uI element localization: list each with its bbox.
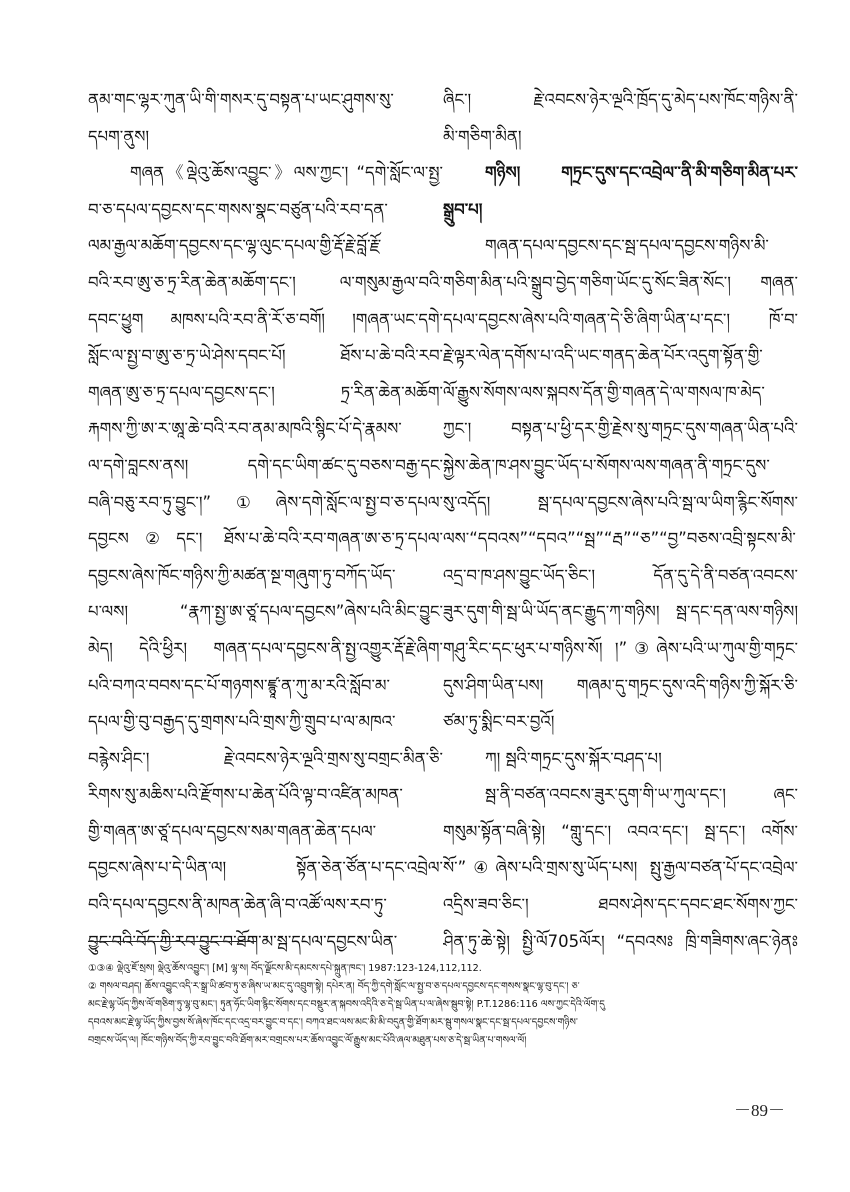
body-text-line: བ་ཅ་དཔལ་དབྱངས་དང་གསས་སྣང་བཙུན་པའི་རབ་དན་ bbox=[88, 199, 388, 219]
body-text-line: དཔལ་གྱི་བུ་བརྒྱད་དུ་གྲགས་པའི་གྲས་ཀྱི་གྲུབ་པ་ལ་མཁའ་ bbox=[88, 712, 396, 732]
body-text-line: ཀ། སྦའི་གཏྲང་དུས་སྐོར་བཤད་པ། bbox=[485, 748, 662, 768]
body-text-line: མེད། དེའི་ཕྱིར། གཞན་དཔལ་དབྱངས་ནི་སྤྱ་འགྱུར་རྡོ་རྗེ་ཞིག་ bbox=[88, 638, 443, 658]
footnotes bbox=[88, 960, 778, 1050]
body-text-line: ལ་དགེ་བླངས་ནས། དགེ་དང་ཡིག་ཚང་དུ་བཅས་བརྒྱ་དང་ bbox=[88, 455, 443, 475]
body-text-line: ཞིང་། རྗེ་འབངས་ཉེར་ལྔའི་ཁྲོད་དུ་མེད་པས་ཁོང་གཉིས་ནི་ bbox=[443, 90, 798, 109]
right-column bbox=[443, 82, 798, 960]
body-text-line: སྒྲུབ་པ། bbox=[443, 199, 483, 219]
body-text-line: དབྱངས་ཞེས་པ་དེ་ཡིན་ལ། སྟོན་ཅེན་ཙོན་པ་དང་འབྲེལ་ bbox=[88, 858, 443, 878]
body-text-line: པ་ལས། “རྣཀ་སྤྱ་ཨ་ཙཱ་དཔལ་དབྱངས”ཞེས་པའི་མིང་བྱུང་ bbox=[88, 602, 443, 622]
footnote-line: ② གསལ་བཤད། ཆོས་འབྱུང་འདི་ར་སྒྲ་ཡི་ཚབ་ཏུ་ཅ་ཞིས་ཡ་མང་དུ་འབྲུག་སྟེ། དཔེར་ན། བོད་ཀྱི་དགེ་སློང་ལ་སྤྱ་བ་ཅ་དཔལ་དབྱངས་དང་གསས་སྣང་ལྷ་བུ་དང་། ཅ་ bbox=[88, 981, 580, 992]
body-text-line: བཞི་བཅུ་རབ་ཏུ་བྱུང་།”①ཞེས་དགེ་སློང་ལ་སྤྱ་བ་ཅ་དཔལ་ bbox=[88, 492, 443, 512]
body-text-line: དཔལ་དབྱངས་ཞེས་པའི་གཞན་དེ་ཅི་ཞིག་ཡིན་པ་དང་། ཁོ་བ་ bbox=[443, 309, 798, 329]
body-text-line: དཔག་ནུས། bbox=[88, 126, 150, 146]
body-text-line: ལམ་རྒྱལ་མཆོག་དབྱངས་དང་ལྷ་ལུང་དཔལ་གྱི་རྡོ་རྗེ་བློ་རྗོ་ bbox=[88, 236, 382, 256]
body-text-line: སུ་འདོད། སྦ་དཔལ་དབྱངས་ཞེས་པའི་སྦ་ལ་ཡིག་རྙིང་སོགས་ bbox=[443, 492, 798, 512]
body-text-line: འདྲིས་ཟབ་ཅིང་། ཐབས་ཤེས་དང་དབང་ཐང་སོགས་ཀྱང་ bbox=[443, 895, 798, 915]
body-text-line: ལོ་རྒྱུས་སོགས་ལས་སྐབས་དོན་གྱི་གཞན་དེ་ལ་གསལ་ཁ་མེད་ bbox=[443, 382, 765, 402]
body-text-line: སྦ་ནི་བཙན་འབངས་ཟུར་དུག་གི་ཡ་ཀུལ་དང་། ཞང་ bbox=[485, 785, 798, 805]
body-text-line: འདྲ་བ་ཁ་ཤས་བྱུང་ཡོད་ཅིང་། དོན་དུ་དེ་ནི་བཙན་འབངས་ bbox=[443, 565, 798, 585]
footnote-divider bbox=[88, 941, 256, 942]
body-text-line: གཅིག་མིན་པའི་སྒྲུབ་བྱེད་གཅིག་ཡོང་དུ་སོང་ཟིན་སོང་། གཞན་ bbox=[443, 272, 798, 292]
body-text-line: ནམ་གང་ལྷར་ཀུན་ཡི་གི་གསར་དུ་བསྟན་པ་ཡང་ཤུགས་སུ་ bbox=[88, 90, 394, 109]
body-text-line: རིགས་སུ་མཆིས་པའི་རྫོགས་པ་ཆེན་པོའི་ལྟ་བ་འཛིན་མཁན་ bbox=[88, 785, 403, 805]
page-number: －89－ bbox=[734, 1101, 785, 1120]
body-text-line: ཀྱང་། བསྟན་པ་ཕྱི་དར་གྱི་རྗེས་སུ་གཏྲང་དུས་གཞན་ཡིན་པའི་ bbox=[443, 419, 798, 439]
body-text-line: དབང་ཕྱུག མཁས་པའི་རབ་ནི་རོ་ཅ་བགོ། །གཞན་ཡང་དགེ་ bbox=[88, 309, 443, 329]
body-text-line: སློང་ལ་སྤྱ་བ་ཨུ་ཅ་ཏྲ་ཡེ་ཤེས་དབང་པོ། ཐོས་པ་ཆེ་བའི་རབ་ bbox=[88, 346, 443, 366]
footnote-line: དབའས་མང་རྗེ་ལྷ་ཡོད་ཀྱིས་བྱས་སོ་ཞེས་ཁོང་དང་འདྲ་བར་བྱུང་བ་དང་། བཀའ་ཐང་ལས་མང་མི་མི་བདུན་གྱི་ཐོག་མར་སྦུ་གསལ་སྣང་དང་སྦ་དཔལ་དབྱངས་གཉིས་ bbox=[88, 1017, 578, 1028]
body-text-line: ཙམ་ཏུ་སྨིང་བར་བྱའོ། bbox=[443, 712, 555, 732]
body-text-line: བའི་རབ་ཨུ་ཅ་ཏྲ་རིན་ཆེན་མཆོག་དང་། ལ་གསུམ་རྒྱལ་བའི་ bbox=[88, 272, 443, 292]
body-text-line: བྱུང་བའི་བོད་ཀྱི་རབ་བྱུང་བ་ཐོག་མ་སྦ་དཔལ་དབྱངས་ཡིན་ bbox=[88, 931, 398, 951]
body-text-line: སྐྱེས་ཆེན་ཁ་ཤས་བྱུང་ཡོད་པ་སོགས་ལས་གཞན་ནི་གཏྲང་དུས་ bbox=[443, 455, 770, 475]
body-text-line: དབྱངས②དང་། ཐོས་པ་ཆེ་བའི་རབ་གཞན་ཨ་ཅ་ཏྲ་དཔལ་ bbox=[88, 529, 443, 549]
body-text-line: རྗེ་ལྟར་ལེན་དགོས་པ་འདི་ཡང་གནད་ཆེན་པོར་འདུག་སྟོན་གྱི་ bbox=[443, 346, 763, 366]
body-text-line: གཞན《ལྡེའུ་ཆོས་འབྱུང་》ལས་ཀྱང་། “དགེ་སློང་ལ་སྤྱ་ bbox=[130, 163, 443, 183]
body-text-line: གསུམ་སྟོན་བཞི་སྟེ། “གླུ་དང་། འབའ་དང་། སྦ་དང་། འགོས་ bbox=[443, 821, 798, 841]
body-text-line: སོ་”④ཞེས་པའི་གྲས་སུ་ཡོད་པས། སྤུ་རྒྱལ་བཙན་པོ་དང་འབྲེལ་ bbox=[443, 858, 798, 878]
footnote-line: ①③④ ལྡེའུ་ཇོ་སྲས། ལྡེའུ་ཆོས་འབྱུང་། [M] ལྷ་ས། བོད་ལྗོངས་མི་དམངས་དཔེ་སྐྲུན་ཁང་། 1987:123-124,112,112. bbox=[88, 963, 482, 974]
body-text-line: གྱི་གཞན་ཨ་ཙཱ་དཔལ་དབྱངས་སམ་གཞན་ཆེན་དཔལ་ bbox=[88, 821, 377, 841]
body-text-line: བའི་དཔལ་དབྱངས་ནི་མཁན་ཆེན་ཞི་བ་འཚོ་ལས་རབ་ཏུ་ bbox=[88, 895, 387, 915]
body-text-line: གཞན་ཨུ་ཅ་ཏྲ་དཔལ་དབྱངས་དང་། ཏྲ་རིན་ཆེན་མཆོག་ bbox=[88, 382, 443, 402]
body-text-line: རྐགས་ཀྱི་ཨ་ར་ཨཱ་ཆེ་བའི་རབ་ནམ་མཁའི་སྙིང་པོ་དེ་རྣམས་ bbox=[88, 419, 402, 439]
body-text-line: གཉིས། གཏྲང་དུས་དང་འབྲེལ་་ནི་མི་གཅིག་མིན་པར་ bbox=[485, 163, 798, 183]
body-text-line: དབྱངས་ཞེས་ཁོང་གཉིས་ཀྱི་མཚན་སྔ་གཞུག་ཏུ་བཀོད་ཡོད་ bbox=[88, 565, 396, 585]
body-text-line: བརྙེས་ཤིང་། རྗེ་འབངས་ཉེར་ལྔའི་གྲས་སུ་བགྲང་མིན་ཅི་ bbox=[88, 748, 443, 768]
body-text-line: དུས་ཤིག་ཡིན་པས། གཞམ་དུ་གཏྲང་དུས་འདི་གཉིས་ཀྱི་སྐོར་ཅི་ bbox=[443, 675, 798, 695]
footnote-line: མང་རྗེ་ལྷ་ཡོད་ཀྱིས་ལོ་གཅིག་ཏུ་ལྷ་བུ་མང་། ཏུན་ཧོང་ཡིག་རྙིང་སོགས་དང་བསྡུར་ན་སྐབས་འདིའི་ཅ་དེ་སྦ་ཡིན་པ་ལ་ཞེས་སྦུབ་སྟེ། P.T.1286:116 ལས་ཀྱང་དེའི་ལོག་དུ bbox=[88, 999, 605, 1010]
body-text-line: མི་གཅིག་མིན། bbox=[443, 126, 522, 146]
footnote-line: བགྲངས་ཡོད་ལ། ཁོང་གཉིས་བོད་ཀྱི་རབ་བྱུང་བའི་ཐོག་མར་བགྲངས་པར་ཆོས་འབྱུང་ལོ་རྒྱུས་མང་པོའི་ཞལ་མཐུན་པས་ཅ་དེ་སྦ་ཡིན་པ་གསལ་ལོ། bbox=[88, 1035, 527, 1046]
body-text-line: ལས་“དབའས”“དབའ”“སྦ”“རྦ”“ཅ”“བྱ”བཅས་འབྲི་སྟངས་མི་ bbox=[443, 529, 796, 549]
body-text-line: ཟུར་དུག་གི་སྦ་ཡི་ཡོད་ནང་རྒྱུད་ཀ་གཉིས། སྦ་དང་དན་ལས་གཉིས། bbox=[443, 602, 798, 622]
body-text-line: པའི་བཀའ་བབས་དང་པོ་གཉགས་ཛྙཱ་ན་ཀུ་མ་རའི་སློབ་མ་ bbox=[88, 675, 390, 695]
left-column bbox=[88, 82, 443, 960]
body-text-line: གཞན་དཔལ་དབྱངས་དང་སྦ་དཔལ་དབྱངས་གཉིས་མི་ bbox=[485, 236, 769, 256]
body-text-line: གཤུ་རིང་དང་ཕུར་པ་གཉིས་སོ། །”③ཞེས་པའི་ཡ་ཀུལ་གྱི་གཏྲང་ bbox=[443, 638, 798, 658]
body-text-line: ཤིན་ཏུ་ཆེ་སྟེ། སྤྱི་ལོ705ལོར། “དབའསཿ ཁྲི་གཟིགས་ཞང་ཉེནཿ bbox=[443, 931, 798, 951]
